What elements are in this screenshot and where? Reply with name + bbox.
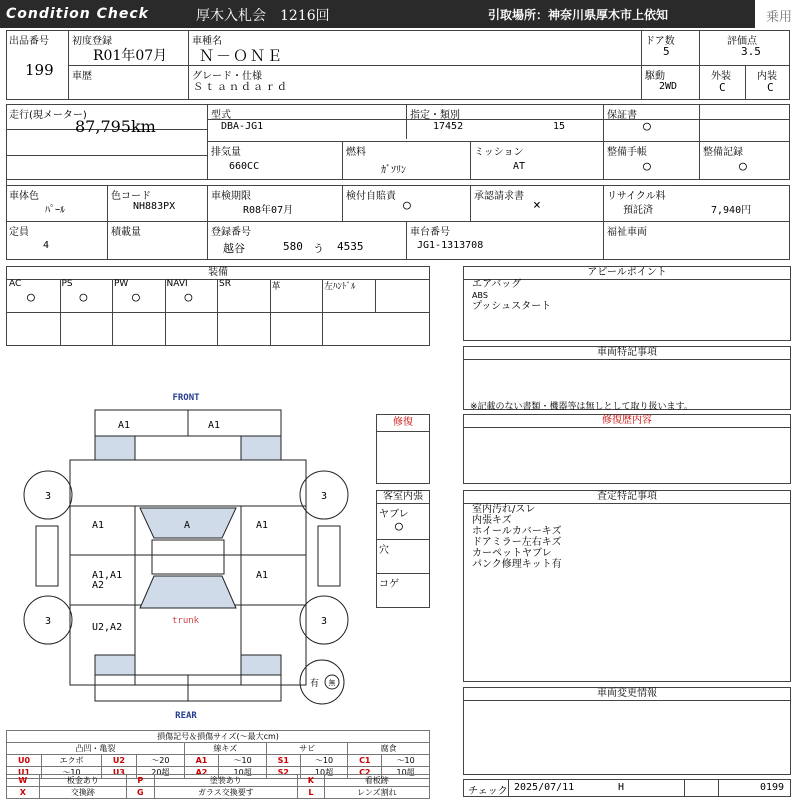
mark-fender-right: A1	[256, 520, 269, 531]
vehicle-detail-info	[6, 104, 790, 260]
legend-desc: ～20	[136, 755, 184, 767]
legend-desc: 10超	[382, 767, 430, 779]
warranty-label: 保証書	[607, 110, 637, 121]
legend-desc: ～10	[382, 755, 430, 767]
doors-label: ドア数	[645, 36, 675, 47]
displacement-label: 排気量	[211, 147, 241, 158]
legend-desc: 交換跡	[39, 787, 126, 799]
mission-label: ミッション	[474, 147, 524, 158]
legend-header: 腐食	[348, 743, 430, 755]
assessment-line: ドアミラー左右キズ	[472, 537, 562, 548]
designation-value: 17452	[433, 121, 464, 132]
legend-desc: エクボ	[42, 755, 102, 767]
cabin-box	[376, 490, 430, 608]
maint-book-mark: ○	[643, 159, 651, 174]
legend-header: 凸凹・亀裂	[7, 743, 185, 755]
spare-mark: 無	[328, 679, 336, 687]
appeal-title: アピールポイント	[464, 267, 790, 280]
vehicle-basic-info	[6, 30, 790, 100]
legend-code: C1	[348, 755, 382, 767]
maint-record-label: 整備記録	[703, 147, 743, 158]
check-date: 2025/07/11	[514, 782, 575, 793]
car-damage-diagram	[0, 380, 370, 720]
fuel-label: 燃料	[346, 147, 366, 158]
inspection-value: R08年07月	[243, 205, 294, 216]
repair-history-section	[463, 414, 791, 484]
lot-label: 出品番号	[9, 36, 49, 47]
special-notes-text: ※記載のない書類・機器等は無しとして取り扱います。	[470, 402, 693, 412]
model-value: DBA-JG1	[221, 121, 264, 132]
legend-desc: 10超	[219, 767, 267, 779]
capacity-value: 4	[43, 240, 50, 251]
change-info-title: 車両変更情報	[464, 688, 790, 701]
legend-code: A1	[184, 755, 219, 767]
color-label: 車体色	[9, 191, 39, 202]
score-value: 3.5	[741, 45, 761, 58]
report-title: Condition Check	[6, 6, 149, 22]
exterior-value: C	[719, 81, 726, 94]
mark-tire-fl: 3	[44, 491, 52, 502]
special-notes-title: 車両特記事項	[464, 347, 790, 360]
trunk-label: trunk	[172, 616, 200, 626]
auction-name: 厚木入札会 1216回	[196, 8, 330, 24]
legend-code: U0	[7, 755, 42, 767]
car-name-label: 車種名	[192, 36, 222, 47]
mark-rear-left: U2,A2	[92, 622, 123, 633]
plate-class: 580	[283, 240, 303, 253]
mark-hood: A	[184, 520, 191, 531]
legend-code: U2	[101, 755, 136, 767]
legend-desc: 看板跡	[324, 775, 429, 787]
liability-mark: ○	[403, 198, 411, 213]
legend-desc: ～10	[300, 755, 348, 767]
plate-kana: う	[313, 242, 324, 255]
damage-legend-extra	[6, 774, 430, 799]
chassis-value: JG1-1313708	[417, 240, 484, 251]
car-name-value: Ｎ－ＯＮＥ	[199, 47, 285, 65]
assessment-lines	[472, 504, 562, 570]
legend-header: サビ	[266, 743, 347, 755]
welfare-label: 福祉車両	[607, 227, 647, 238]
tear-label: ヤブレ	[379, 509, 409, 520]
maint-record-mark: ○	[739, 159, 747, 174]
legend-code: C2	[348, 767, 382, 779]
interior-value: C	[767, 81, 774, 94]
mark-fender-left: A1	[92, 520, 105, 531]
damage-legend	[6, 730, 430, 779]
color-code-value: NH883PX	[133, 201, 176, 212]
appeal-line: エアバッグ	[472, 279, 522, 290]
warranty-mark: ○	[643, 119, 651, 134]
legend-code: L	[298, 787, 324, 799]
plate-label: 登録番号	[211, 227, 251, 238]
mark-tire-rl: 3	[44, 616, 52, 627]
color-code-label: 色コード	[111, 191, 151, 202]
equipment-label: PS	[61, 279, 73, 289]
legend-code: G	[127, 787, 154, 799]
equipment-section	[6, 266, 430, 346]
legend-desc: 塗装あり	[154, 775, 298, 787]
mileage-label: 走行(現メーター)	[9, 110, 87, 121]
inspection-label: 車検期限	[211, 191, 251, 202]
color-value: ﾊﾟｰﾙ	[45, 205, 65, 216]
recycle-label: リサイクル料	[607, 191, 666, 202]
drive-value: 2WD	[659, 81, 678, 92]
mark-tire-rr: 3	[320, 616, 328, 627]
assessment-line: ホイールカバーキズ	[472, 526, 562, 537]
legend-desc: ～10	[219, 755, 267, 767]
first-reg-value: R01年07月	[93, 48, 168, 64]
assessment-line: カーペットヤブレ	[472, 548, 552, 559]
check-number: 0199	[760, 782, 785, 793]
appeal-line: プッシュスタート	[472, 301, 552, 312]
mark-door-rr: A1	[256, 570, 269, 581]
plate-number: 4535	[337, 240, 364, 253]
plate-area: 越谷	[223, 242, 245, 255]
load-label: 積載量	[111, 227, 141, 238]
legend-desc: 20超	[136, 767, 184, 779]
equipment-label: AC	[9, 279, 22, 289]
legend-code: S1	[266, 755, 300, 767]
equipment-mark: ○	[132, 290, 140, 305]
burn-label: コゲ	[379, 579, 399, 590]
special-notes-section	[463, 346, 791, 410]
liability-label: 検付自賠責	[346, 191, 396, 202]
lot-number: 199	[25, 61, 54, 79]
legend-title: 損傷記号＆損傷サイズ(～最大cm)	[7, 731, 430, 743]
repair-box	[376, 414, 430, 484]
appeal-line: ABS	[472, 291, 488, 300]
recycle-status: 預託済	[623, 205, 653, 216]
legend-code: P	[127, 775, 154, 787]
check-footer	[463, 779, 791, 797]
assessment-line: 室内汚れ/スレ	[472, 504, 536, 515]
legend-desc: ガラス交換要す	[154, 787, 298, 799]
assessment-line: 内張キズ	[472, 515, 512, 526]
drive-label: 駆動	[645, 71, 665, 82]
equipment-title: 装備	[7, 267, 429, 280]
assessment-title: 査定特記事項	[464, 491, 790, 504]
chassis-label: 車台番号	[410, 227, 450, 238]
mark-front-left: A1	[118, 420, 131, 431]
legend-desc: レンズ割れ	[324, 787, 429, 799]
check-inspector: H	[618, 782, 625, 793]
report-header	[0, 0, 800, 28]
equipment-label: 左ﾊﾝﾄﾞﾙ	[324, 282, 356, 292]
maint-book-label: 整備手帳	[607, 147, 647, 158]
repair-history-title: 修復歴内容	[464, 415, 790, 428]
spare-prefix: 有	[310, 679, 320, 689]
mark-door-rl: A1,A1	[92, 570, 123, 581]
approval-label: 承認請求書	[474, 191, 524, 202]
change-info-section	[463, 687, 791, 775]
legend-desc: 板金あり	[39, 775, 126, 787]
exterior-label: 外装	[711, 71, 731, 82]
cabin-title: 客室内張	[377, 491, 429, 504]
rear-label: REAR	[175, 711, 197, 720]
equipment-mark: ○	[184, 290, 193, 305]
equipment-mark: ○	[27, 290, 35, 305]
legend-code: W	[7, 775, 40, 787]
score-label: 評価点	[727, 36, 757, 47]
repair-box-label: 修復	[377, 415, 429, 432]
designation-label: 指定・類別	[410, 110, 460, 121]
capacity-label: 定員	[9, 227, 29, 238]
equipment-mark: ○	[79, 290, 88, 305]
check-label: チェック	[468, 786, 508, 797]
legend-desc: ～10	[42, 767, 102, 779]
vehicle-category: 乗用	[766, 10, 793, 25]
equipment-label: 革	[271, 282, 281, 292]
legend-code: A2	[184, 767, 219, 779]
appeal-lines	[472, 279, 551, 312]
recycle-fee: 7,940円	[711, 205, 752, 216]
tear-mark: ○	[395, 519, 403, 534]
doors-value: 5	[663, 45, 670, 58]
assessment-section	[463, 490, 791, 682]
pickup-location: 引取場所：神奈川県厚木市上依知	[488, 8, 669, 22]
mark-door-rl2: A2	[92, 580, 105, 591]
model-label: 型式	[211, 110, 231, 121]
legend-header: 線キズ	[184, 743, 266, 755]
first-reg-label: 初度登録	[72, 36, 112, 47]
mileage-value: 87,795km	[75, 117, 156, 136]
hole-label: 穴	[379, 545, 389, 556]
legend-code: X	[7, 787, 40, 799]
legend-code: U1	[7, 767, 42, 779]
mark-tire-fr: 3	[320, 491, 328, 502]
legend-code: S2	[266, 767, 300, 779]
legend-code: U3	[101, 767, 136, 779]
assessment-line: パンク修理キット有	[472, 559, 562, 570]
equipment-label: PW	[114, 279, 129, 289]
equipment-label: SR	[219, 279, 231, 289]
displacement-value: 660CC	[229, 161, 260, 172]
legend-desc: 10超	[300, 767, 348, 779]
mark-front-right: A1	[208, 420, 221, 431]
history-label: 車歴	[72, 71, 92, 82]
equipment-label: NAVI	[166, 279, 188, 289]
grade-value: Ｓｔａｎｄａｒｄ	[193, 82, 289, 93]
approval-mark: ×	[533, 198, 541, 213]
appeal-section	[463, 266, 791, 341]
category-number: 15	[553, 121, 566, 132]
interior-label: 内装	[757, 71, 777, 82]
grade-label: グレード・仕様	[192, 71, 262, 82]
legend-code: K	[298, 775, 324, 787]
mission-value: AT	[513, 161, 526, 172]
front-label: FRONT	[172, 393, 200, 403]
fuel-value: ｶﾞｿﾘﾝ	[381, 165, 406, 176]
